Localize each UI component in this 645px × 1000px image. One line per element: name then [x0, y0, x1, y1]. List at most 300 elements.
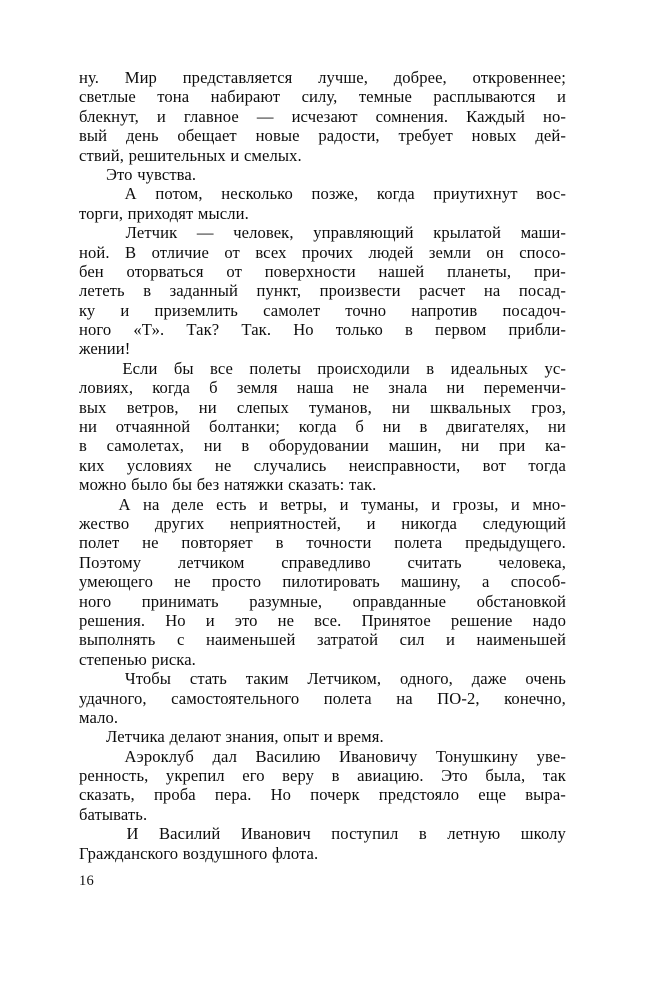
word: делают [169, 727, 221, 747]
word: повторяет [181, 533, 253, 553]
text-line [79, 204, 566, 223]
word: на [396, 688, 413, 708]
word: человек, [233, 223, 294, 243]
word: ни [547, 417, 566, 437]
word: решительных [128, 145, 226, 165]
word: его [242, 766, 265, 786]
word: жество [79, 513, 130, 533]
word: было [131, 475, 168, 495]
page-number: 16 [79, 873, 95, 889]
word: и [431, 494, 441, 514]
text-line [79, 398, 566, 417]
text-line [79, 359, 566, 378]
word: силу, [301, 87, 338, 107]
word: в [404, 320, 413, 340]
word: ловиях, [79, 378, 134, 398]
text-line [79, 533, 566, 552]
word: расчет [419, 281, 466, 301]
word: б [355, 417, 364, 437]
word: точно [345, 300, 387, 320]
word: степенью [79, 649, 147, 669]
word: лучше, [318, 68, 368, 87]
text-line [79, 689, 566, 708]
word: знала [388, 378, 428, 398]
word: новые [255, 126, 300, 146]
word: ни [203, 436, 222, 456]
word: воздушного [182, 843, 268, 863]
word: проба [153, 785, 196, 805]
word: обстановкой [476, 591, 566, 611]
word: светлые [79, 87, 136, 107]
paragraph-indent [79, 223, 106, 242]
word: пилотировать [282, 572, 380, 592]
word: позже, [311, 184, 359, 204]
word: мало. [79, 707, 119, 727]
word: ного [79, 320, 112, 340]
word: шквальных [430, 397, 512, 417]
word: идеальных [450, 358, 529, 378]
text-line [79, 68, 566, 87]
text-line [79, 107, 566, 126]
word: так. [348, 475, 377, 495]
word: Иванович [240, 824, 311, 844]
word: от [226, 261, 242, 281]
word: без [196, 475, 220, 495]
word: неисправности, [348, 455, 461, 475]
word: даже [471, 669, 507, 689]
word: сил [399, 630, 425, 650]
word: удачного, [79, 688, 147, 708]
word: полета [323, 688, 372, 708]
word: просто [211, 572, 262, 592]
text-line [79, 805, 566, 824]
word: новых [471, 126, 517, 146]
word: ПО-2, [437, 688, 480, 708]
word: двигателях, [446, 417, 530, 437]
word: — [196, 223, 214, 243]
word: сказать, [79, 785, 135, 805]
text-line [79, 475, 566, 494]
text-line [79, 572, 566, 591]
word: требует [398, 126, 453, 146]
word: первом [435, 320, 487, 340]
word: наша [296, 378, 334, 398]
paragraph-indent [79, 165, 106, 184]
text-line [79, 184, 566, 203]
word: случались [253, 455, 327, 475]
word: машин, [388, 436, 442, 456]
word: следующий [482, 513, 566, 533]
word: решение [450, 610, 513, 630]
word: была, [485, 766, 526, 786]
text-line [79, 165, 566, 184]
word: Василию [255, 746, 321, 766]
word: в [79, 436, 87, 456]
word: Ивановичу [338, 746, 418, 766]
word: прочих [301, 242, 354, 262]
word: стать [189, 669, 227, 689]
word: маши- [520, 223, 566, 243]
word: решения. [79, 610, 146, 630]
word: надо [532, 610, 566, 630]
word: конечно, [504, 688, 566, 708]
word: происходили [317, 358, 410, 378]
word: натяжки [223, 475, 284, 495]
word: вос- [536, 184, 566, 204]
word: флота. [272, 843, 319, 863]
word: все. [314, 610, 342, 630]
text-line [79, 126, 566, 145]
word: и [120, 300, 130, 320]
text-line [79, 514, 566, 533]
word: не [352, 378, 370, 398]
word: ни [392, 397, 410, 417]
word: грозы, [452, 494, 499, 514]
word: летчиком [177, 552, 245, 572]
word: с [176, 630, 185, 650]
body-text-column [79, 68, 566, 863]
word: ус- [544, 358, 566, 378]
word: самостоятельного [171, 688, 300, 708]
word: приходят [127, 203, 194, 223]
word: и [156, 106, 166, 126]
word: вот [482, 455, 506, 475]
paragraph-indent [79, 359, 106, 378]
word: земли [428, 242, 471, 262]
word: лететь [79, 281, 125, 301]
text-line [79, 824, 566, 843]
word: других [154, 513, 205, 533]
word: управляющий [313, 223, 414, 243]
word: и [339, 494, 349, 514]
word: способ- [510, 572, 566, 592]
word: авиацию. [357, 766, 424, 786]
text-line [79, 785, 566, 804]
word: Поэтому [79, 552, 142, 572]
word: пункт, [256, 281, 302, 301]
word: Тонушкину [435, 746, 519, 766]
word: поступил [331, 824, 399, 844]
word: Но [293, 320, 314, 340]
word: а [482, 572, 490, 592]
word: когда [376, 184, 415, 204]
word: и [556, 87, 566, 107]
word: и [205, 610, 215, 630]
word: принимать [141, 591, 219, 611]
word: укрепил [165, 766, 225, 786]
word: Если [122, 358, 158, 378]
word: ной. [79, 242, 110, 262]
word: тона [157, 87, 190, 107]
word: бы [173, 358, 194, 378]
text-line [79, 747, 566, 766]
word: ких [79, 455, 105, 475]
word: вых [79, 397, 107, 417]
word: Так? [186, 320, 220, 340]
text-line [79, 611, 566, 630]
word: в [275, 533, 284, 553]
word: Но [165, 610, 186, 630]
word: Гражданского [79, 843, 179, 863]
paragraph-indent [79, 824, 106, 843]
text-line [79, 708, 566, 727]
word: сказать: [288, 475, 345, 495]
word: разумные, [249, 591, 323, 611]
word: выра- [525, 785, 566, 805]
text-line [79, 592, 566, 611]
word: школу [520, 824, 566, 844]
word: ренность, [79, 766, 149, 786]
word: на [142, 494, 160, 514]
word: крылатой [433, 223, 501, 243]
word: болтанки; [209, 417, 281, 437]
word: исчезают [291, 106, 358, 126]
word: в [418, 824, 427, 844]
paragraph-indent [79, 727, 106, 746]
paragraph-indent [79, 669, 106, 688]
word: темные [358, 87, 412, 107]
word: вый [79, 126, 108, 146]
word: чувства. [137, 164, 197, 184]
word: земля [236, 378, 278, 398]
word: Мир [124, 68, 157, 87]
word: предстояло [378, 785, 460, 805]
word: дал [212, 746, 237, 766]
word: время. [337, 727, 384, 747]
word: отчаянной [115, 417, 191, 437]
word: в [143, 281, 152, 301]
text-line [79, 766, 566, 785]
paragraph-indent [79, 747, 106, 766]
word: считать [407, 552, 462, 572]
text-line [79, 281, 566, 300]
word: есть [216, 494, 247, 514]
word: он [486, 242, 504, 262]
word: бен [79, 261, 104, 281]
word: всех [255, 242, 287, 262]
text-line [79, 630, 566, 649]
word: риска. [151, 649, 196, 669]
word: потом, [155, 184, 203, 204]
word: блекнут, [79, 106, 139, 126]
word: знания, [225, 727, 279, 747]
word: не [174, 572, 191, 592]
word: когда [152, 378, 191, 398]
word: полета [394, 533, 443, 553]
word: расплываются [433, 87, 536, 107]
text-line [79, 223, 566, 242]
word: и [230, 145, 240, 165]
word: оборудовании [268, 436, 369, 456]
word: Каждый [466, 106, 525, 126]
word: затратой [316, 630, 379, 650]
word: посадоч- [502, 300, 566, 320]
word: наименьшей [476, 630, 566, 650]
word: не [277, 610, 295, 630]
word: «Т». [133, 320, 165, 340]
word: посад- [518, 281, 566, 301]
word: веру [282, 766, 315, 786]
text-line [79, 243, 566, 262]
word: ни [79, 417, 97, 437]
word: несколько [221, 184, 293, 204]
text-line [79, 727, 566, 746]
word: главное [183, 106, 239, 126]
word: на [483, 281, 501, 301]
word: летную [447, 824, 501, 844]
word: но- [542, 106, 566, 126]
word: когда [298, 417, 337, 437]
word: представляется [182, 68, 293, 87]
word: сомнения. [375, 106, 449, 126]
word: мно- [532, 494, 566, 514]
text-line [79, 650, 566, 669]
word: набирают [210, 87, 281, 107]
word: Летчиком, [307, 669, 382, 689]
word: от [224, 242, 240, 262]
word: Летчик [125, 223, 178, 243]
word: таким [245, 669, 289, 689]
word: жении! [79, 339, 131, 359]
word: приземлить [154, 300, 238, 320]
word: откровеннее; [472, 68, 566, 87]
word: предыдущего. [465, 533, 566, 553]
word: прибли- [508, 320, 566, 340]
text-line [79, 669, 566, 688]
text-line [79, 339, 566, 358]
word: Но [270, 785, 292, 805]
word: переменчи- [483, 378, 566, 398]
text-line [79, 301, 566, 320]
paragraph-indent [79, 184, 106, 203]
word: точности [306, 533, 372, 553]
word: А [124, 184, 137, 204]
word: обещает [177, 126, 237, 146]
word: пера. [214, 785, 252, 805]
word: и [366, 513, 376, 533]
word: мысли. [197, 203, 249, 223]
word: в [241, 436, 250, 456]
word: Чтобы [124, 669, 172, 689]
word: ни [382, 417, 401, 437]
word: это [234, 610, 258, 630]
word: Принятое [361, 610, 431, 630]
word: туманов, [309, 397, 372, 417]
word: планеты, [447, 261, 512, 281]
text-line [79, 146, 566, 165]
word: дей- [535, 126, 566, 146]
word: опыт [283, 727, 320, 747]
word: Летчика [106, 727, 165, 747]
word: справедливо [281, 552, 371, 572]
word: слепых [236, 397, 289, 417]
word: Так. [241, 320, 272, 340]
word: все [209, 358, 233, 378]
word: ветров, [126, 397, 179, 417]
word: только [335, 320, 383, 340]
word: самолетах, [106, 436, 185, 456]
word: и [510, 494, 520, 514]
word: машину, [400, 572, 461, 592]
word: заданный [169, 281, 238, 301]
word: можно [79, 475, 127, 495]
word: отличие [151, 242, 209, 262]
text-line [79, 378, 566, 397]
word: ного [79, 591, 112, 611]
word: ну. [79, 68, 99, 87]
word: в [426, 358, 435, 378]
word: гроз, [531, 397, 566, 417]
word: еще [478, 785, 507, 805]
word: не [214, 455, 232, 475]
text-line [79, 456, 566, 475]
word: радости, [318, 126, 380, 146]
word: полеты [249, 358, 301, 378]
word: ствий, [79, 145, 124, 165]
word: б [209, 378, 218, 398]
word: очень [525, 669, 566, 689]
word: человека, [498, 552, 566, 572]
word: ветры, [280, 494, 328, 514]
word: и [323, 727, 333, 747]
word: Это [106, 164, 133, 184]
word: наименьшей [205, 630, 296, 650]
word: не [142, 533, 159, 553]
word: И [126, 824, 139, 844]
text-line [79, 844, 566, 863]
word: умеющего [79, 572, 153, 592]
word: тогда [528, 455, 566, 475]
word: деле [171, 494, 204, 514]
word: ни [461, 436, 480, 456]
word: в [419, 417, 428, 437]
text-line [79, 417, 566, 436]
word: смелых. [243, 145, 302, 165]
word: день [125, 126, 159, 146]
word: условиях [126, 455, 193, 475]
word: туманы, [361, 494, 419, 514]
word: приутихнут [433, 184, 518, 204]
word: неприятностей, [229, 513, 342, 533]
word: поверхности [264, 261, 356, 281]
word: нашей [378, 261, 425, 281]
word: Аэроклуб [124, 746, 194, 766]
word: Это [441, 766, 468, 786]
word: напротив [411, 300, 478, 320]
word: оправданные [352, 591, 447, 611]
word: людей [368, 242, 414, 262]
text-line [79, 320, 566, 339]
word: самолет [263, 300, 321, 320]
word: бы [172, 475, 193, 495]
word: и [258, 494, 268, 514]
word: полет [79, 533, 120, 553]
word: при- [533, 261, 566, 281]
word: торги, [79, 203, 124, 223]
word: так [542, 766, 566, 786]
word: ку [79, 300, 96, 320]
word: никогда [401, 513, 457, 533]
text-line [79, 87, 566, 106]
word: Василий [158, 824, 221, 844]
word: произвести [319, 281, 401, 301]
word: ни [198, 397, 217, 417]
text-line [79, 495, 566, 514]
word: ка- [544, 436, 566, 456]
word: спосо- [519, 242, 566, 262]
word: в [331, 766, 340, 786]
word: при [498, 436, 526, 456]
